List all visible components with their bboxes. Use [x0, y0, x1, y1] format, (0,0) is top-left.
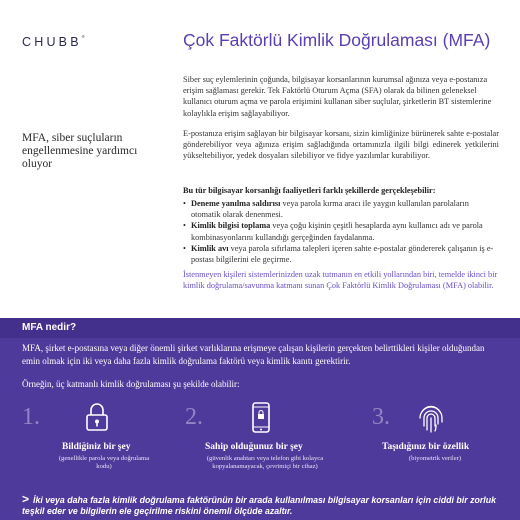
attack-text: veya parola sıfırlama talepleri içeren sahte e-postalar göndererek çalışanın iş e-postası bilgilerini ele geçirme.	[191, 243, 494, 265]
intro-paragraph-2: E-postanıza erişim sağlayan bir bilgisayar korsanı, sizin kimliğinize bürünerek sahte e-postalar gönderebiliyor veya ağınıza erişim sağladığında ortamınızla ilgili bilgi edinerek yetkilerini yükseltebiliyor, yedek dosyaları silebiliyor ve fidye yazılımlar kurabiliyor.	[183, 129, 499, 161]
mfa-section	[0, 318, 520, 520]
closing-statement	[22, 494, 508, 517]
step-knowledge	[22, 402, 182, 482]
list-item	[183, 198, 499, 220]
attack-term: Deneme yanılma saldırısı	[191, 199, 281, 208]
fingerprint-icon	[416, 402, 446, 439]
page-title: Çok Faktörlü Kimlik Doğrulaması (MFA)	[183, 30, 491, 50]
intro-paragraph-1: Siber suç eylemlerinin çoğunda, bilgisayar korsanlarının kurumsal ağınıza veya e-postanıza erişim sağlaması gerekir. Tek Faktörlü Oturum Açma (SFA) olarak da bilinen geleneksel kullanıcı oturum açma ve parola erişimini kullanan siber suçlular, şirketlerin BT sistemlerine kolaylıkla erişim sağlayabiliyor.	[183, 75, 492, 118]
list-item	[183, 220, 499, 242]
step-number: 3.	[372, 404, 390, 430]
step-inherence	[372, 402, 520, 482]
step-title: Sahip olduğunuz bir şey	[205, 442, 303, 452]
list-item	[183, 243, 499, 265]
padlock-icon	[80, 402, 114, 437]
step-title: Bildiğiniz bir şey	[62, 442, 131, 452]
attacks-heading: Bu tür bilgisayar korsanlığı faaliyetleri farklı şekillerde gerçekleşebilir:	[183, 186, 436, 195]
step-possession	[185, 402, 345, 482]
attack-term: Kimlik avı	[191, 243, 229, 253]
closing-text: İki veya daha fazla kimlik doğrulama faktörünün bir arada kullanılması bilgisayar korsanları için ciddi bir zorluk teşkil eder ve bilgilerin ele geçirilme riskini önemli ölçüde azaltır.	[22, 495, 496, 517]
attack-term: Kimlik bilgisi toplama	[191, 221, 271, 231]
example-intro: Örneğin, üç katmanlı kimlik doğrulaması şu şekilde olabilir:	[22, 379, 240, 389]
trademark: ®	[81, 34, 85, 39]
sidebar-quote: MFA, siber suçluların engellenmesine yardımcı oluyor	[22, 132, 138, 170]
smartphone-icon	[249, 402, 273, 439]
chevron-right-icon: >	[22, 492, 30, 506]
chubb-logo	[22, 35, 85, 49]
step-subtitle: (genellikle parola veya doğrulama kodu)	[58, 455, 150, 470]
step-title: Taşıdığınız bir özellik	[382, 442, 470, 452]
step-number: 1.	[22, 404, 40, 430]
logo-text: CHUBB	[22, 35, 82, 49]
mfa-section-header	[0, 318, 520, 338]
attack-text: veya parola kırma aracı ile yaygın kullanılan parolaların otomatik olarak denenmesi.	[191, 199, 469, 220]
highlight-paragraph: İstenmeyen kişileri sistemlerinizden uzak tutmanın en etkili yollarından biri, temelde ikinci bir kimlik doğrulama/savunma katmanı sunan Çok Faktörlü Kimlik Doğrulaması (MFA) olabilir.	[183, 270, 498, 291]
step-number: 2.	[185, 404, 203, 430]
attacks-list	[183, 198, 499, 265]
step-subtitle: (güvenlik anahtarı veya telefon gibi kolayca kopyalanamayacak, çevrimiçi bir cihaz)	[206, 455, 324, 470]
attack-text: veya çoğu kişinin çeşitli hesaplarda aynı kullanıcı adı ve parola kombinasyonlarını kullandığı gerçeğinden faydalanma.	[191, 221, 483, 242]
mfa-definition: MFA, şirket e-postasına veya diğer önemli şirket varlıklarına erişmeye çalışan kişilerin gerçekten belirttikleri kişiler olduğundan emin olmak için iki veya daha fazla kimlik doğrulama faktörü veya kimlik kanıtı gerektirir.	[22, 343, 485, 366]
mfa-section-heading: MFA nedir?	[22, 322, 77, 333]
step-subtitle: (biyometrik veriler)	[408, 455, 462, 462]
